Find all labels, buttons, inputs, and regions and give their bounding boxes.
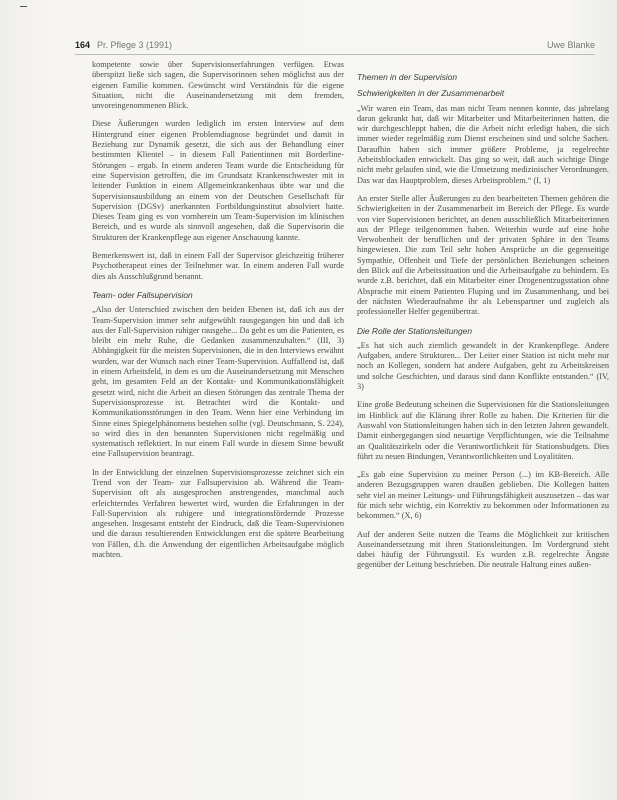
paragraph: Eine große Bedeutung scheinen die Supervisionen für die Stationsleitungen im Hinblick auf die Klärung ihrer Rolle zu haben. Die Kriterien für die Auswahl von Stationsleitungen haben sich in den letzten Jahren gewandelt. Damit einhergegangen sind neuartige Verpflichtungen, wie die Teilnahme an Qualitätszirkeln oder die Verantwortlichkeit für Stationsbudgets. Dies führt zu neuen Bindungen, Verantwortlichkeiten und Loyalitäten. — [357, 400, 609, 461]
quote-paragraph: „Es gab eine Supervision zu meiner Person (...) im KB-Bereich. Alle anderen Bezugsgruppen waren draußen geblieben. Die Kollegen hatten sehr viel an meiner Leitungs- und Führungsfähigkeit auszusetzen – das war für mich sehr wichtig, ein Korrektiv zu bekommen oder Informationen zu bekommen.“ (X, 6) — [357, 470, 609, 521]
subheading-role-of-ward-managers: Die Rolle der Stationsleitungen — [357, 325, 472, 336]
subheading-collaboration-difficulties: Schwierigkeiten in der Zusammenarbeit — [357, 88, 505, 99]
paragraph: Diese Äußerungen wurden lediglich im ersten Interview auf dem Hintergrund einer eigenen Problemdiagnose begründet und damit in Beziehung zur Dynamik gesetzt, die sich aus der Behandlung einer bestimmten Klientel – in diesem Fall Patientinnen mit Borderline-Störungen – ergab. In einem anderen Team wurde die Entscheidung für eine Supervision getroffen, die im Grundsatz Krankenschwester mit in leitender Funktion in einem Allgemeinkrankenhaus übte war und die Supervisionsausbildung an einem von der Deutschen Gesellschaft für Supervision (DGSv) anerkannten Fortbildungsinstitut absolviert hatte. Dieses Team ging es von vornherein um Team-Supervision im klinischen Bereich, und es wurde als sinnvoll angesehen, daß die Supervisorin die Strukturen der Krankenpflege aus eigener Anschauung kannte. — [92, 119, 344, 242]
journal-reference: Pr. Pflege 3 (1991) — [97, 40, 173, 50]
quote-paragraph: „Also der Unterschied zwischen den beiden Ebenen ist, daß ich aus der Team-Supervision immer sehr aufgewühlt rausgegangen bin und daß ich aus der Fall-Supervision ruhiger rausgehe... Da geht es um die Patienten, es bleibt ein mehr Ruhe, die Gedanken zusammenzuhalten.“ (III, 3) Abhängigkeit für die meisten Supervisionen, die in den Interviews erwähnt wurden, war der Wunsch nach einer Team-Supervision. Auffallend ist, daß in einem Arbeitsfeld, in dem es um die Auseinandersetzung mit Menschen geht, im gesamten Feld an der Kontakt- und Kommunikationsfähigkeit gesetzt wird, nicht die Arbeit an diesen Störungen das zentrale Thema der Supervisionsprozesse ist. Betrachtet wird die Kontakt- und Kommunikationsstörungen in den Team. Wenn hier eine Verbindung im Sinne eines Spiegelphänomens bestehen sollte (vgl. Deutschmann, S. 224), so wird dies in den benannten Supervisionen nicht regelmäßig und systematisch reflektiert. In nur einem Fall wurde in diesem Sinne bewußt eine Fallsupervision beantragt. — [92, 305, 344, 459]
paragraph: Auf der anderen Seite nutzen die Teams die Möglichkeit zur kritischen Auseinandersetzung mit ihren Stationsleitungen. Im Vordergrund steht dabei häufig der Führungsstil. Es wurden z.B. regelrechte Ängste gegenüber der Leitung beschrieben. Die neutrale Haltung eines außen- — [357, 529, 609, 570]
author-name: Uwe Blanke — [546, 40, 595, 50]
right-column — [357, 60, 609, 579]
header-divider — [75, 54, 595, 55]
running-header — [75, 40, 595, 54]
paragraph: In der Entwicklung der einzelnen Supervisionsprozesse zeichnet sich ein Trend von der Team- zur Fallsupervision ab. Während die Team-Supervision oft als ausgesprochen anstrengendes, manchmal auch erleichterndes Verfahren bewertet wird, wurden die Erfahrungen in der Fall-Supervision als ruhigere und integrationsfördernde Prozesse angesehen. Insgesamt entsteht der Eindruck, daß die Team-Supervisionen und die daraus resultierenden Entwicklungen erst die spätere Bearbeitung von Fällen, d.h. die Anwendung der eigentlichen Arbeitsaufgabe möglich machten. — [92, 467, 344, 560]
subheading-team-or-case-supervision: Team- oder Fallsupervision — [92, 289, 193, 300]
quote-paragraph: „Es hat sich auch ziemlich gewandelt in der Krankenpflege. Andere Aufgaben, andere Strukturen... Der Leiter einer Station ist nicht mehr nur noch an Kollegen, sondern hat andere Aufgaben, geht zu Arbeitskreisen und solche Geschichten, und daraus sind dann Konflikte entstanden.“ (IV, 3) — [357, 340, 609, 392]
paragraph: kompetente sowie über Supervisionserfahrungen verfügen. Etwas überspitzt ließe sich sagen, die Supervisorinnen sehen möglichst aus der eigenen Familie kommen. Gewünscht wird Verständnis für die eigene Situation, nicht die Auseinandersetzung mit dem fremden, unvoreingenommenen Blick. — [92, 60, 344, 111]
quote-paragraph: „Wir waren ein Team, das man nicht Team nennen konnte, das jahrelang daran gekrankt hat, daß wir Mitarbeiter und Mitarbeiterinnen hatten, die wir durchgeschleppt haben, die die Arbeit nicht erledigt haben, die sich immer wieder regelmäßig zum Dienst erscheinen sind und solche Sachen. Daraufhin haben sich immer größere Probleme, ja regelrechte Arbeitsblockaden entwickelt. Das ging so weit, daß auch wichtige Dinge nicht mehr gelaufen sind, wie die Umsetzung medizinischer Verordnungen. Das war das Hauptproblem, dieses Arbeitsproblem.“ (I, 1) — [357, 103, 609, 185]
scan-artifact-mark — [20, 6, 27, 7]
section-title: Themen in der Supervision — [357, 72, 458, 82]
paragraph: An erster Stelle aller Äußerungen zu den bearbeiteten Themen gehören die Schwierigkeiten in der Zusammenarbeit im Bereich der Pflege. Es wurde von vier Supervisionen berichtet, an denen ausschließlich Mitarbeiterinnen aus der Pflege teilgenommen haben. Weiterhin wurde auf eine hohe Verwobenheit der beruflichen und der privaten Sphäre in den Teams hingewiesen. Die zum Teil sehr hohen Ansprüche an die gegenseitige Sympathie, Offenheit und Tiefe der persönlichen Beziehungen scheinen den Blick auf die Arbeitssituation und die Arbeitsaufgabe zu behindern. Es wurde z.B. berichtet, daß ein Mitarbeiter einer Drogenentzugsstation ohne Absprache mit einem Patienten Fluping und im Zusammenhang, und bei der nächsten Wiederaufnahme ihr als Lebenspartner und zugleich als professioneller Helfer gegenübertrat. — [357, 193, 609, 317]
paragraph: Bemerkenswert ist, daß in einem Fall der Supervisor gleichzeitig früherer Psychotherapeut eines der Teilnehmer war. In einem anderen Fall wurde dies als Ausschlußgrund benannt. — [92, 251, 344, 281]
left-column — [92, 60, 344, 568]
page-number: 164 — [75, 40, 91, 50]
